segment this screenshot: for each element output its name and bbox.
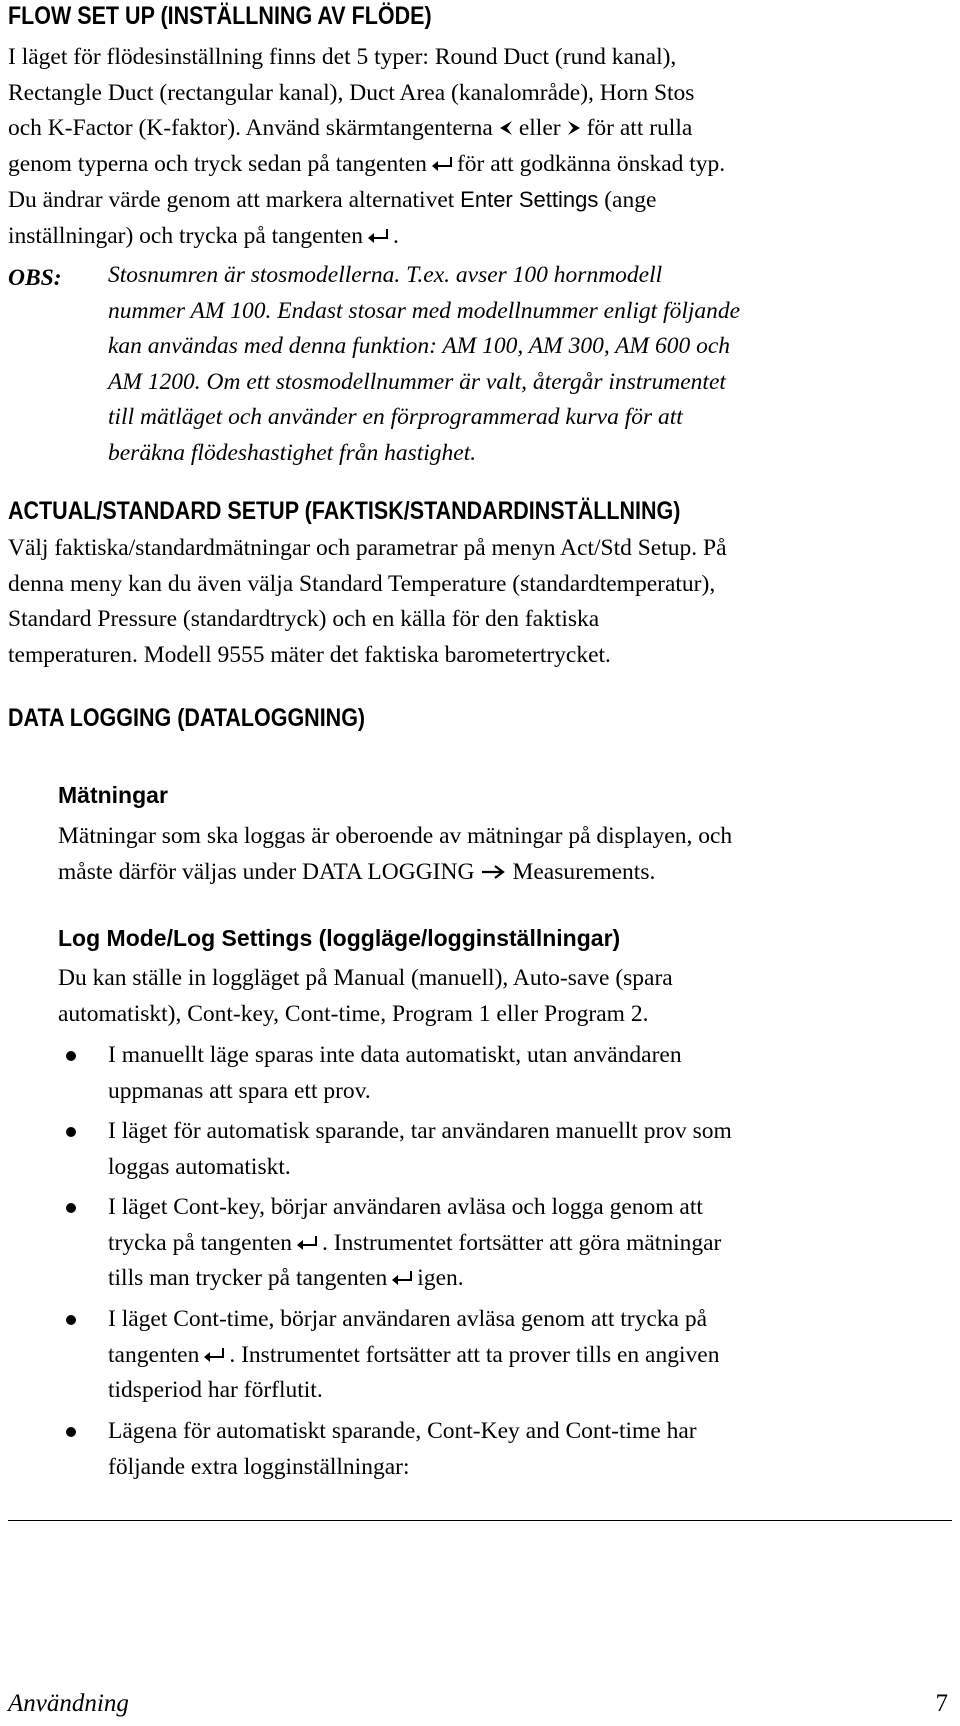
paragraph-line: Välj faktiska/standardmätningar och parametrar på menyn Act/Std Setup. På: [8, 535, 727, 561]
paragraph-line: denna meny kan du även välja Standard Temperature (standardtemperatur),: [8, 570, 716, 597]
list-item: [108, 1414, 697, 1485]
paragraph-line: [8, 147, 725, 183]
text-run: för att rulla: [586, 115, 693, 141]
paragraph-line: [8, 111, 725, 147]
enter-key-icon: [367, 228, 389, 244]
paragraph-line: temperaturen. Modell 9555 mäter det faktiska barometertrycket.: [8, 641, 611, 668]
list-item-line: tidsperiod har förflutit.: [108, 1377, 323, 1403]
paragraph-line: [8, 219, 725, 255]
actual-standard-heading: ACTUAL/STANDARD SETUP (FAKTISK/STANDARDINSTÄLLNING): [8, 497, 681, 525]
footer-rule: [8, 1520, 952, 1521]
text-run: tangenten: [108, 1341, 200, 1368]
paragraph-line: Mätningar som ska loggas är oberoende av mätningar på displayen, och: [58, 823, 733, 849]
enter-settings-label: Enter Settings: [460, 187, 599, 212]
text-run: Du ändrar värde genom att markera alternativet: [8, 187, 455, 213]
obs-note: [108, 258, 740, 471]
bullet-dot: [66, 1203, 76, 1213]
enter-key-icon: [296, 1235, 318, 1251]
list-item-line: [108, 1338, 719, 1374]
log-mode-paragraph: [58, 961, 673, 1032]
list-item: [108, 1038, 682, 1109]
data-logging-heading: DATA LOGGING (DATALOGGNING): [8, 704, 366, 732]
list-item-line: I manuellt läge sparas inte data automatiskt, utan användaren: [108, 1042, 682, 1068]
left-arrow-key-icon: [499, 120, 513, 136]
paragraph-line: Standard Pressure (standardtryck) och en källa för den faktiska: [8, 606, 600, 632]
note-line: AM 1200. Om ett stosmodellnummer är valt, återgår instrumentet: [108, 368, 726, 395]
bullet-dot: [66, 1315, 76, 1325]
bullet-dot: [66, 1127, 76, 1137]
right-arrow-icon: [480, 864, 506, 880]
flow-setup-paragraph: [8, 40, 725, 254]
text-run: igen.: [417, 1265, 464, 1291]
text-run: och K-Factor (K-faktor). Använd skärmtangenterna: [8, 115, 493, 141]
bullet-dot: [66, 1427, 76, 1437]
list-item: [108, 1190, 721, 1297]
flow-setup-heading: FLOW SET UP (INSTÄLLNING AV FLÖDE): [8, 2, 432, 30]
paragraph-line: automatiskt), Cont-key, Cont-time, Program 1 eller Program 2.: [58, 1000, 649, 1027]
paragraph-line: Rectangle Duct (rectangular kanal), Duct Area (kanalområde), Horn Stos: [8, 79, 695, 106]
enter-key-icon: [203, 1347, 225, 1363]
note-line: Stosnumren är stosmodellerna. T.ex. avser 100 hornmodell: [108, 262, 663, 288]
note-line: kan användas med denna funktion: AM 100, AM 300, AM 600 och: [108, 333, 731, 359]
text-run: måste därför väljas under DATA LOGGING: [58, 858, 475, 885]
obs-label: OBS:: [8, 265, 62, 291]
list-item-line: uppmanas att spara ett prov.: [108, 1077, 371, 1104]
text-run: trycka på tangenten: [108, 1229, 292, 1256]
list-item-line: loggas automatiskt.: [108, 1153, 291, 1180]
list-item-line: [108, 1261, 721, 1297]
note-line: till mätläget och använder en förprogrammerad kurva för att: [108, 404, 683, 430]
text-run: genom typerna och tryck sedan på tangenten: [8, 150, 427, 177]
text-run: .: [392, 222, 399, 249]
list-item-line: I läget Cont-time, börjar användaren avläsa genom att trycka på: [108, 1306, 708, 1332]
paragraph-line: [58, 855, 732, 891]
list-item-line: Lägena för automatiskt sparande, Cont-Key and Cont-time har: [108, 1418, 697, 1444]
paragraph-line: [8, 182, 725, 219]
bullet-dot: [66, 1051, 76, 1061]
enter-key-icon: [431, 156, 453, 172]
text-run: för att godkänna önskad typ.: [456, 150, 726, 177]
enter-key-icon: [391, 1270, 413, 1286]
text-run: eller: [518, 115, 561, 141]
text-run: . Instrumentet fortsätter att ta prover tills en angiven: [229, 1341, 720, 1368]
measurements-heading: Mätningar: [58, 782, 168, 808]
page-number: 7: [935, 1690, 948, 1717]
list-item: [108, 1114, 732, 1185]
list-item-line: I läget för automatisk sparande, tar användaren manuellt prov som: [108, 1118, 732, 1144]
text-run: Measurements.: [512, 858, 656, 885]
note-line: nummer AM 100. Endast stosar med modellnummer enligt följande: [108, 297, 741, 324]
text-run: inställningar) och trycka på tangenten: [8, 222, 363, 249]
paragraph-line: I läget för flödesinställning finns det 5 typer: Round Duct (rund kanal),: [8, 44, 677, 70]
text-run: . Instrumentet fortsätter att göra mätningar: [322, 1229, 722, 1256]
list-item-line: följande extra logginställningar:: [108, 1453, 410, 1480]
list-item: [108, 1302, 719, 1409]
text-run: (ange: [604, 187, 657, 213]
note-line: beräkna flödeshastighet från hastighet.: [108, 439, 477, 466]
log-mode-heading: Log Mode/Log Settings (loggläge/logginställningar): [58, 925, 621, 951]
right-arrow-key-icon: [567, 120, 581, 136]
footer-section-title: Användning: [8, 1690, 129, 1717]
list-item-line: I läget Cont-key, börjar användaren avläsa och logga genom att: [108, 1194, 703, 1220]
measurements-paragraph: [58, 819, 732, 890]
paragraph-line: Du kan ställe in loggläget på Manual (manuell), Auto-save (spara: [58, 965, 673, 991]
list-item-line: [108, 1226, 721, 1262]
text-run: tills man trycker på tangenten: [108, 1265, 388, 1291]
actual-standard-paragraph: [8, 531, 727, 673]
